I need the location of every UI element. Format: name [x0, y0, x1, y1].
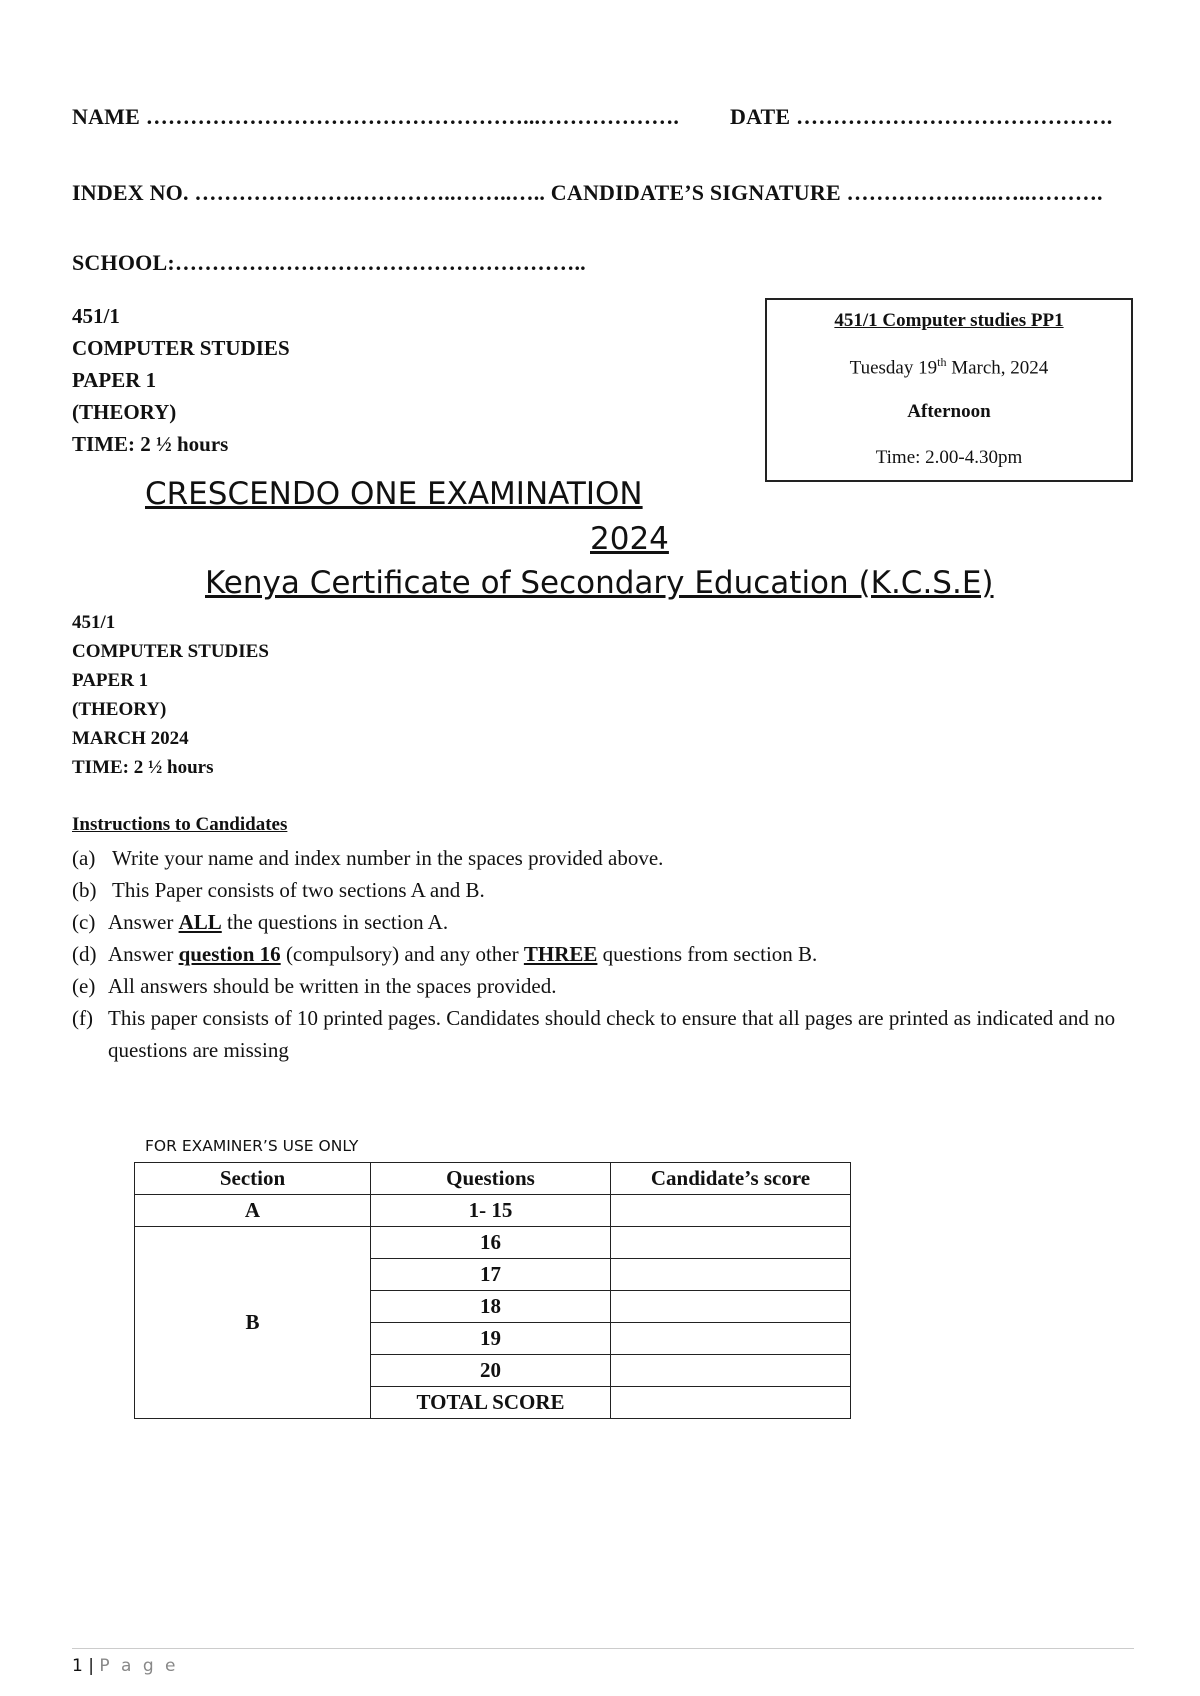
info-box-date: Tuesday 19th March, 2024 — [849, 355, 1049, 379]
examiner-use-label: FOR EXAMINER’S USE ONLY — [145, 1137, 359, 1155]
instructions-heading: Instructions to Candidates — [72, 814, 288, 835]
table-header-row — [135, 1163, 851, 1195]
score-cell[interactable] — [611, 1195, 851, 1227]
exam-year: 2024 — [590, 521, 669, 557]
question-20: 20 — [371, 1355, 611, 1387]
paper-code-block — [72, 300, 290, 460]
score-cell[interactable] — [611, 1355, 851, 1387]
paper-time: TIME: 2 ½ hours — [72, 432, 229, 456]
exam-title: CRESCENDO ONE EXAMINATION — [145, 476, 643, 512]
header-questions: Questions — [371, 1163, 611, 1195]
name-field[interactable]: NAME ……………………………………………...………………. — [72, 104, 680, 129]
instructions-list — [72, 842, 1142, 1066]
paper-code: 451/1 — [72, 304, 120, 328]
paper-details — [72, 608, 269, 782]
footer-divider — [72, 1648, 1134, 1649]
exam-info-box — [765, 298, 1133, 482]
score-cell[interactable] — [611, 1291, 851, 1323]
index-signature-field[interactable]: INDEX NO. ………………….…………..……..….. CANDIDATE’S SIGNATURE …………….…..…..………. — [72, 180, 1103, 205]
date-field[interactable]: DATE ……………………………………. — [730, 104, 1113, 129]
score-cell[interactable] — [611, 1227, 851, 1259]
paper-number: PAPER 1 — [72, 368, 157, 392]
instruction-item-a: (a) Write your name and index number in the spaces provided above. — [72, 846, 664, 870]
paper-type: (THEORY) — [72, 400, 177, 424]
paper-details-code: 451/1 — [72, 612, 116, 633]
question-16: 16 — [371, 1227, 611, 1259]
section-a-questions: 1- 15 — [371, 1195, 611, 1227]
page-number: 1 — [72, 1656, 83, 1676]
score-cell[interactable] — [611, 1323, 851, 1355]
instruction-item-f: (f) This paper consists of 10 printed pages. Candidates should check to ensure that all pages are printed as indicated and no questions are missing — [72, 1006, 1116, 1062]
paper-details-time: TIME: 2 ½ hours — [72, 757, 214, 778]
score-cell[interactable] — [611, 1259, 851, 1291]
table-row — [135, 1227, 851, 1259]
info-box-time: Time: 2.00-4.30pm — [875, 447, 1023, 468]
question-19: 19 — [371, 1323, 611, 1355]
total-score-label: TOTAL SCORE — [371, 1387, 611, 1419]
instruction-item-e: (e) All answers should be written in the spaces provided. — [72, 974, 557, 998]
exam-subtitle: Kenya Certificate of Secondary Education (K.C.S.E) — [205, 565, 994, 601]
question-18: 18 — [371, 1291, 611, 1323]
info-box-title: 451/1 Computer studies PP1 — [834, 310, 1064, 331]
header-candidate-score: Candidate’s score — [611, 1163, 851, 1195]
paper-details-subject: COMPUTER STUDIES — [72, 641, 269, 662]
subject-name: COMPUTER STUDIES — [72, 336, 290, 360]
table-row — [135, 1195, 851, 1227]
question-17: 17 — [371, 1259, 611, 1291]
paper-details-type: (THEORY) — [72, 699, 167, 720]
section-a-cell: A — [135, 1195, 371, 1227]
instruction-item-c: (c) Answer ALL the questions in section A. — [72, 910, 449, 934]
info-box-session: Afternoon — [907, 401, 991, 422]
paper-details-number: PAPER 1 — [72, 670, 149, 691]
examiner-score-table — [134, 1162, 851, 1419]
instruction-item-b: (b) This Paper consists of two sections A and B. — [72, 878, 485, 902]
footer-separator: | — [88, 1656, 94, 1676]
page-footer — [72, 1656, 179, 1676]
paper-details-month: MARCH 2024 — [72, 728, 189, 749]
header-section: Section — [135, 1163, 371, 1195]
page-word: P a g e — [99, 1656, 179, 1676]
school-field[interactable]: SCHOOL:……………………………………………….. — [72, 250, 586, 275]
instruction-item-d: (d) Answer question 16 (compulsory) and any other THREE questions from section B. — [72, 942, 818, 966]
section-b-cell: B — [135, 1227, 371, 1419]
total-score-cell[interactable] — [611, 1387, 851, 1419]
